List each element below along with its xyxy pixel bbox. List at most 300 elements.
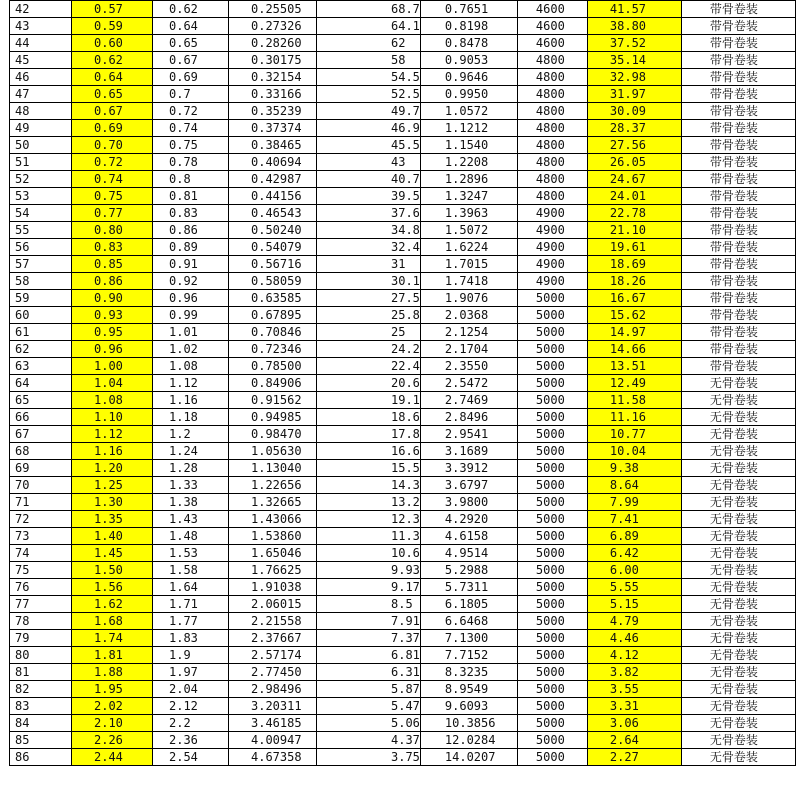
col-g-value: 5000: [517, 732, 587, 749]
col-d-value: 4.67358: [229, 749, 317, 766]
row-index: 75: [10, 562, 72, 579]
packaging-type: 无骨卷装: [681, 460, 795, 477]
col-b-value: 0.85: [72, 256, 153, 273]
col-b-value: 1.30: [72, 494, 153, 511]
packaging-type: 无骨卷装: [681, 715, 795, 732]
col-d-value: 0.54079: [229, 239, 317, 256]
col-c-value: 0.8: [153, 171, 229, 188]
row-index: 50: [10, 137, 72, 154]
row-index: 57: [10, 256, 72, 273]
col-g-value: 4800: [517, 154, 587, 171]
row-index: 59: [10, 290, 72, 307]
col-f-value: 0.7651: [420, 1, 517, 18]
col-d-value: 0.46543: [229, 205, 317, 222]
row-index: 42: [10, 1, 72, 18]
col-g-value: 5000: [517, 698, 587, 715]
col-e-value: 5.47: [317, 698, 421, 715]
col-b-value: 0.75: [72, 188, 153, 205]
col-h-value: 2.64: [587, 732, 681, 749]
col-d-value: 4.00947: [229, 732, 317, 749]
row-index: 47: [10, 86, 72, 103]
col-f-value: 12.0284: [420, 732, 517, 749]
col-c-value: 1.02: [153, 341, 229, 358]
col-h-value: 5.15: [587, 596, 681, 613]
col-d-value: 0.42987: [229, 171, 317, 188]
col-h-value: 32.98: [587, 69, 681, 86]
col-b-value: 0.62: [72, 52, 153, 69]
table-row: [10, 460, 796, 477]
row-index: 69: [10, 460, 72, 477]
packaging-type: 无骨卷装: [681, 681, 795, 698]
row-index: 72: [10, 511, 72, 528]
col-h-value: 41.57: [587, 1, 681, 18]
col-b-value: 0.67: [72, 103, 153, 120]
col-c-value: 0.96: [153, 290, 229, 307]
col-d-value: 2.57174: [229, 647, 317, 664]
packaging-type: 带骨卷装: [681, 341, 795, 358]
col-g-value: 5000: [517, 409, 587, 426]
col-h-value: 37.52: [587, 35, 681, 52]
col-g-value: 4800: [517, 52, 587, 69]
row-index: 63: [10, 358, 72, 375]
row-index: 53: [10, 188, 72, 205]
col-h-value: 4.12: [587, 647, 681, 664]
col-b-value: 1.81: [72, 647, 153, 664]
col-e-value: 46.9: [317, 120, 421, 137]
col-f-value: 3.9800: [420, 494, 517, 511]
col-b-value: 1.68: [72, 613, 153, 630]
col-h-value: 18.26: [587, 273, 681, 290]
col-f-value: 1.6224: [420, 239, 517, 256]
col-h-value: 3.55: [587, 681, 681, 698]
table-row: [10, 69, 796, 86]
col-d-value: 0.33166: [229, 86, 317, 103]
row-index: 85: [10, 732, 72, 749]
col-h-value: 19.61: [587, 239, 681, 256]
col-b-value: 1.08: [72, 392, 153, 409]
table-row: [10, 579, 796, 596]
col-e-value: 7.37: [317, 630, 421, 647]
col-c-value: 1.77: [153, 613, 229, 630]
col-d-value: 1.32665: [229, 494, 317, 511]
col-g-value: 4900: [517, 273, 587, 290]
col-h-value: 9.38: [587, 460, 681, 477]
col-f-value: 1.3963: [420, 205, 517, 222]
col-f-value: 3.6797: [420, 477, 517, 494]
col-b-value: 1.00: [72, 358, 153, 375]
col-h-value: 26.05: [587, 154, 681, 171]
col-d-value: 1.22656: [229, 477, 317, 494]
packaging-type: 无骨卷装: [681, 562, 795, 579]
col-c-value: 0.78: [153, 154, 229, 171]
col-b-value: 1.16: [72, 443, 153, 460]
col-d-value: 0.27326: [229, 18, 317, 35]
col-h-value: 16.67: [587, 290, 681, 307]
col-d-value: 0.40694: [229, 154, 317, 171]
row-index: 68: [10, 443, 72, 460]
col-h-value: 11.58: [587, 392, 681, 409]
col-f-value: 9.6093: [420, 698, 517, 715]
col-e-value: 58: [317, 52, 421, 69]
col-d-value: 0.56716: [229, 256, 317, 273]
col-e-value: 10.6: [317, 545, 421, 562]
packaging-type: 带骨卷装: [681, 69, 795, 86]
table-row: [10, 35, 796, 52]
col-c-value: 2.12: [153, 698, 229, 715]
col-c-value: 1.01: [153, 324, 229, 341]
col-c-value: 1.18: [153, 409, 229, 426]
packaging-type: 带骨卷装: [681, 222, 795, 239]
col-c-value: 1.33: [153, 477, 229, 494]
col-g-value: 4900: [517, 205, 587, 222]
col-e-value: 9.93: [317, 562, 421, 579]
col-c-value: 0.74: [153, 120, 229, 137]
col-d-value: 0.98470: [229, 426, 317, 443]
packaging-type: 带骨卷装: [681, 86, 795, 103]
row-index: 70: [10, 477, 72, 494]
col-c-value: 0.69: [153, 69, 229, 86]
col-d-value: 0.67895: [229, 307, 317, 324]
col-e-value: 20.6: [317, 375, 421, 392]
col-f-value: 2.1254: [420, 324, 517, 341]
col-d-value: 3.46185: [229, 715, 317, 732]
col-d-value: 1.91038: [229, 579, 317, 596]
packaging-type: 带骨卷装: [681, 205, 795, 222]
packaging-type: 无骨卷装: [681, 545, 795, 562]
row-index: 80: [10, 647, 72, 664]
col-f-value: 6.6468: [420, 613, 517, 630]
col-c-value: 0.64: [153, 18, 229, 35]
col-c-value: 0.67: [153, 52, 229, 69]
col-g-value: 5000: [517, 715, 587, 732]
row-index: 78: [10, 613, 72, 630]
col-g-value: 5000: [517, 749, 587, 766]
col-h-value: 11.16: [587, 409, 681, 426]
packaging-type: 带骨卷装: [681, 256, 795, 273]
col-c-value: 1.24: [153, 443, 229, 460]
col-g-value: 4800: [517, 69, 587, 86]
row-index: 62: [10, 341, 72, 358]
col-c-value: 1.9: [153, 647, 229, 664]
packaging-type: 无骨卷装: [681, 647, 795, 664]
col-d-value: 0.63585: [229, 290, 317, 307]
col-e-value: 27.5: [317, 290, 421, 307]
col-c-value: 1.08: [153, 358, 229, 375]
col-e-value: 16.6: [317, 443, 421, 460]
col-f-value: 0.9053: [420, 52, 517, 69]
col-f-value: 4.2920: [420, 511, 517, 528]
packaging-type: 带骨卷装: [681, 103, 795, 120]
col-h-value: 14.66: [587, 341, 681, 358]
packaging-type: 无骨卷装: [681, 698, 795, 715]
table-row: [10, 715, 796, 732]
col-b-value: 1.62: [72, 596, 153, 613]
col-f-value: 6.1805: [420, 596, 517, 613]
table-row: [10, 290, 796, 307]
packaging-type: 无骨卷装: [681, 613, 795, 630]
col-c-value: 0.65: [153, 35, 229, 52]
col-b-value: 1.45: [72, 545, 153, 562]
col-g-value: 4600: [517, 18, 587, 35]
col-f-value: 1.1540: [420, 137, 517, 154]
packaging-type: 无骨卷装: [681, 511, 795, 528]
col-h-value: 15.62: [587, 307, 681, 324]
col-d-value: 0.70846: [229, 324, 317, 341]
col-c-value: 0.92: [153, 273, 229, 290]
col-f-value: 0.8478: [420, 35, 517, 52]
col-e-value: 14.3: [317, 477, 421, 494]
row-index: 49: [10, 120, 72, 137]
table-row: [10, 749, 796, 766]
col-b-value: 1.12: [72, 426, 153, 443]
col-f-value: 7.7152: [420, 647, 517, 664]
col-c-value: 0.83: [153, 205, 229, 222]
table-row: [10, 392, 796, 409]
col-d-value: 0.78500: [229, 358, 317, 375]
table-row: [10, 664, 796, 681]
col-g-value: 4600: [517, 35, 587, 52]
col-h-value: 27.56: [587, 137, 681, 154]
col-h-value: 28.37: [587, 120, 681, 137]
table-row: [10, 239, 796, 256]
col-d-value: 0.72346: [229, 341, 317, 358]
row-index: 55: [10, 222, 72, 239]
table-row: [10, 18, 796, 35]
col-e-value: 12.3: [317, 511, 421, 528]
table-row: [10, 256, 796, 273]
packaging-type: 带骨卷装: [681, 120, 795, 137]
col-d-value: 0.50240: [229, 222, 317, 239]
row-index: 64: [10, 375, 72, 392]
col-e-value: 8.5: [317, 596, 421, 613]
col-g-value: 5000: [517, 375, 587, 392]
col-h-value: 7.99: [587, 494, 681, 511]
table-row: [10, 477, 796, 494]
packaging-type: 带骨卷装: [681, 239, 795, 256]
packaging-type: 带骨卷装: [681, 137, 795, 154]
table-row: [10, 375, 796, 392]
col-c-value: 0.72: [153, 103, 229, 120]
col-c-value: 2.54: [153, 749, 229, 766]
table-row: [10, 205, 796, 222]
col-h-value: 3.31: [587, 698, 681, 715]
row-index: 83: [10, 698, 72, 715]
col-e-value: 4.37: [317, 732, 421, 749]
table-row: [10, 494, 796, 511]
col-b-value: 0.70: [72, 137, 153, 154]
col-g-value: 5000: [517, 307, 587, 324]
table-row: [10, 596, 796, 613]
col-f-value: 1.9076: [420, 290, 517, 307]
col-e-value: 6.31: [317, 664, 421, 681]
col-f-value: 1.3247: [420, 188, 517, 205]
table-row: [10, 681, 796, 698]
col-c-value: 2.36: [153, 732, 229, 749]
col-f-value: 5.7311: [420, 579, 517, 596]
col-f-value: 4.6158: [420, 528, 517, 545]
col-e-value: 49.7: [317, 103, 421, 120]
col-e-value: 19.1: [317, 392, 421, 409]
table-row: [10, 426, 796, 443]
col-d-value: 2.98496: [229, 681, 317, 698]
col-h-value: 10.04: [587, 443, 681, 460]
col-g-value: 4600: [517, 1, 587, 18]
col-c-value: 2.04: [153, 681, 229, 698]
col-f-value: 7.1300: [420, 630, 517, 647]
table-row: [10, 324, 796, 341]
col-c-value: 1.64: [153, 579, 229, 596]
col-e-value: 30.1: [317, 273, 421, 290]
col-g-value: 5000: [517, 341, 587, 358]
col-f-value: 14.0207: [420, 749, 517, 766]
row-index: 51: [10, 154, 72, 171]
col-e-value: 31: [317, 256, 421, 273]
col-g-value: 4800: [517, 103, 587, 120]
packaging-type: 无骨卷装: [681, 630, 795, 647]
col-b-value: 0.80: [72, 222, 153, 239]
col-h-value: 12.49: [587, 375, 681, 392]
col-g-value: 5000: [517, 358, 587, 375]
col-h-value: 22.78: [587, 205, 681, 222]
row-index: 66: [10, 409, 72, 426]
col-c-value: 1.83: [153, 630, 229, 647]
packaging-type: 无骨卷装: [681, 477, 795, 494]
col-d-value: 0.84906: [229, 375, 317, 392]
col-e-value: 22.4: [317, 358, 421, 375]
col-g-value: 4800: [517, 188, 587, 205]
col-h-value: 4.79: [587, 613, 681, 630]
packaging-type: 无骨卷装: [681, 596, 795, 613]
row-index: 46: [10, 69, 72, 86]
col-g-value: 5000: [517, 613, 587, 630]
table-row: [10, 103, 796, 120]
col-e-value: 3.75: [317, 749, 421, 766]
col-h-value: 10.77: [587, 426, 681, 443]
col-b-value: 0.93: [72, 307, 153, 324]
row-index: 44: [10, 35, 72, 52]
col-h-value: 5.55: [587, 579, 681, 596]
col-g-value: 5000: [517, 562, 587, 579]
col-e-value: 24.2: [317, 341, 421, 358]
col-c-value: 0.99: [153, 307, 229, 324]
table-row: [10, 443, 796, 460]
table-row: [10, 341, 796, 358]
col-b-value: 0.77: [72, 205, 153, 222]
col-d-value: 0.32154: [229, 69, 317, 86]
table-row: [10, 732, 796, 749]
col-c-value: 0.62: [153, 1, 229, 18]
col-c-value: 1.12: [153, 375, 229, 392]
col-e-value: 39.5: [317, 188, 421, 205]
col-g-value: 5000: [517, 443, 587, 460]
col-g-value: 5000: [517, 528, 587, 545]
col-c-value: 1.38: [153, 494, 229, 511]
col-g-value: 5000: [517, 630, 587, 647]
col-b-value: 2.10: [72, 715, 153, 732]
col-e-value: 5.06: [317, 715, 421, 732]
table-row: [10, 222, 796, 239]
row-index: 60: [10, 307, 72, 324]
col-g-value: 5000: [517, 596, 587, 613]
col-d-value: 3.20311: [229, 698, 317, 715]
col-f-value: 8.3235: [420, 664, 517, 681]
col-e-value: 45.5: [317, 137, 421, 154]
table-row: [10, 562, 796, 579]
col-e-value: 64.1: [317, 18, 421, 35]
col-c-value: 1.2: [153, 426, 229, 443]
col-e-value: 52.5: [317, 86, 421, 103]
col-e-value: 68.7: [317, 1, 421, 18]
table-row: [10, 86, 796, 103]
col-h-value: 14.97: [587, 324, 681, 341]
col-e-value: 37.6: [317, 205, 421, 222]
table-row: [10, 511, 796, 528]
col-c-value: 0.75: [153, 137, 229, 154]
col-d-value: 1.76625: [229, 562, 317, 579]
col-f-value: 2.1704: [420, 341, 517, 358]
col-f-value: 3.3912: [420, 460, 517, 477]
col-d-value: 2.37667: [229, 630, 317, 647]
col-e-value: 25.8: [317, 307, 421, 324]
col-d-value: 0.30175: [229, 52, 317, 69]
col-f-value: 10.3856: [420, 715, 517, 732]
col-f-value: 1.2208: [420, 154, 517, 171]
col-b-value: 0.60: [72, 35, 153, 52]
col-f-value: 2.0368: [420, 307, 517, 324]
row-index: 67: [10, 426, 72, 443]
col-d-value: 1.53860: [229, 528, 317, 545]
table-row: [10, 528, 796, 545]
table-row: [10, 1, 796, 18]
col-d-value: 0.28260: [229, 35, 317, 52]
col-b-value: 0.69: [72, 120, 153, 137]
row-index: 86: [10, 749, 72, 766]
col-d-value: 0.37374: [229, 120, 317, 137]
col-g-value: 5000: [517, 511, 587, 528]
packaging-type: 无骨卷装: [681, 375, 795, 392]
row-index: 82: [10, 681, 72, 698]
col-c-value: 1.53: [153, 545, 229, 562]
col-b-value: 0.64: [72, 69, 153, 86]
packaging-type: 带骨卷装: [681, 18, 795, 35]
col-e-value: 43: [317, 154, 421, 171]
col-b-value: 2.44: [72, 749, 153, 766]
col-d-value: 0.35239: [229, 103, 317, 120]
col-e-value: 62: [317, 35, 421, 52]
packaging-type: 无骨卷装: [681, 732, 795, 749]
col-g-value: 5000: [517, 426, 587, 443]
col-b-value: 0.72: [72, 154, 153, 171]
col-h-value: 2.27: [587, 749, 681, 766]
col-e-value: 11.3: [317, 528, 421, 545]
col-b-value: 1.40: [72, 528, 153, 545]
col-g-value: 4800: [517, 137, 587, 154]
row-index: 84: [10, 715, 72, 732]
col-f-value: 3.1689: [420, 443, 517, 460]
col-f-value: 2.8496: [420, 409, 517, 426]
col-b-value: 0.90: [72, 290, 153, 307]
table-row: [10, 613, 796, 630]
col-e-value: 18.6: [317, 409, 421, 426]
packaging-type: 带骨卷装: [681, 358, 795, 375]
packaging-type: 带骨卷装: [681, 324, 795, 341]
row-index: 56: [10, 239, 72, 256]
col-f-value: 5.2988: [420, 562, 517, 579]
table-row: [10, 137, 796, 154]
col-f-value: 8.9549: [420, 681, 517, 698]
packaging-type: 无骨卷装: [681, 409, 795, 426]
col-h-value: 18.69: [587, 256, 681, 273]
